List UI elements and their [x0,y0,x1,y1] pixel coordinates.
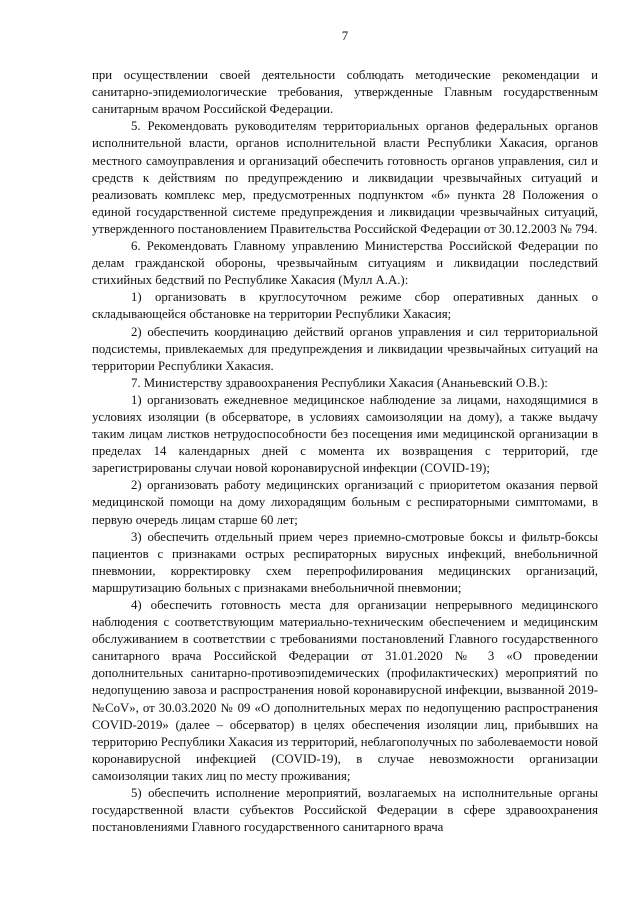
paragraph-item-6-1: 1) организовать в круглосуточном режиме сбор оперативных данных о складывающейся обстановке на территории Республики Хакасия; [92,290,598,322]
paragraph-item-7: 7. Министерству здравоохранения Республики Хакасия (Ананьевский О.В.): [131,375,548,390]
paragraph-item-7-5: 5) обеспечить исполнение мероприятий, возлагаемых на исполнительные органы государственной власти субъектов Российской Федерации в сфере здравоохранения постановлениями Главного государственного санитарного врача [92,786,598,835]
paragraph-continuation: при осуществлении своей деятельности соблюдать методические рекомендации и санитарно-эпидемиологические требования, утвержденные Главным государственным санитарным врачом Российской Федерации. [92,68,598,117]
paragraph-item-6: 6. Рекомендовать Главному управлению Министерства Российской Федерации по делам гражданской обороны, чрезвычайным ситуациям и ликвидации последствий стихийных бедствий по Республике Хакасия (Мулл А.А.): [92,239,598,288]
paragraph-item-7-3: 3) обеспечить отдельный прием через приемно-смотровые боксы и фильтр-боксы пациентов с признаками острых респираторных вирусных инфекций, внебольничной пневмонии, корректировку схем перепрофилирования медицинских организаций, маршрутизацию больных с признаками внебольничной пневмонии; [92,529,598,595]
document-page [92,28,598,836]
paragraph-item-6-2: 2) обеспечить координацию действий органов управления и сил территориальной подсистемы, привлекаемых для предупреждения и ликвидации чрезвычайных ситуаций на территории Республики Хакасия. [92,324,598,373]
paragraph-item-7-4: 4) обеспечить готовность места для организации непрерывного медицинского наблюдения с соответствующим материально-техническим обеспечением и медицинским обслуживанием в соответствии с требованиями постановлений Главного государственного санитарного врача Российской Федерации от 31.01.2020 № 3 «О проведении дополнительных санитарно-противоэпидемических (профилактических) мероприятий по недопущению завоза и распространения новой коронавирусной инфекции, вызванной 2019-№CoV», от 30.03.2020 № 09 «О дополнительных мерах по недопущению распространения COVID-2019» (далее – обсерватор) в целях обеспечения изоляции лиц, прибывших на территорию Республики Хакасия из территорий, неблагополучных по заболеваемости новой коронавирусной инфекцией (COVID-19), в случае невозможности организации самоизоляции таких лиц по месту проживания; [92,598,598,783]
paragraph-item-5: 5. Рекомендовать руководителям территориальных органов федеральных органов исполнительной власти, органов исполнительной власти Республики Хакасия, органов местного самоуправления и организаций обеспечить готовность органов управления, сил и средств к действиям по предупреждению и ликвидации чрезвычайных ситуаций и реализовать комплекс мер, предусмотренных подпунктом «б» пункта 28 Положения о единой государственной системе предупреждения и ликвидации чрезвычайных ситуаций, утвержденного постановлением Правительства Российской Федерации от 30.12.2003 № 794. [92,119,598,236]
page-number: 7 [341,29,349,43]
paragraph-item-7-1: 1) организовать ежедневное медицинское наблюдение за лицами, находящимися в условиях изоляции (в обсерваторе, в условиях самоизоляции на дому), а также выдачу таким лицам листков нетрудоспособности без посещения ими медицинской организации в пределах 14 календарных дней с момента их возвращения с территорий, где зарегистрированы случаи новой коронавирусной инфекции (COVID-19); [92,392,598,476]
paragraph-item-7-2: 2) организовать работу медицинских организаций с приоритетом оказания первой медицинской помощи на дому лихорадящим больным с респираторными симптомами, в первую очередь лицам старше 60 лет; [92,478,598,527]
